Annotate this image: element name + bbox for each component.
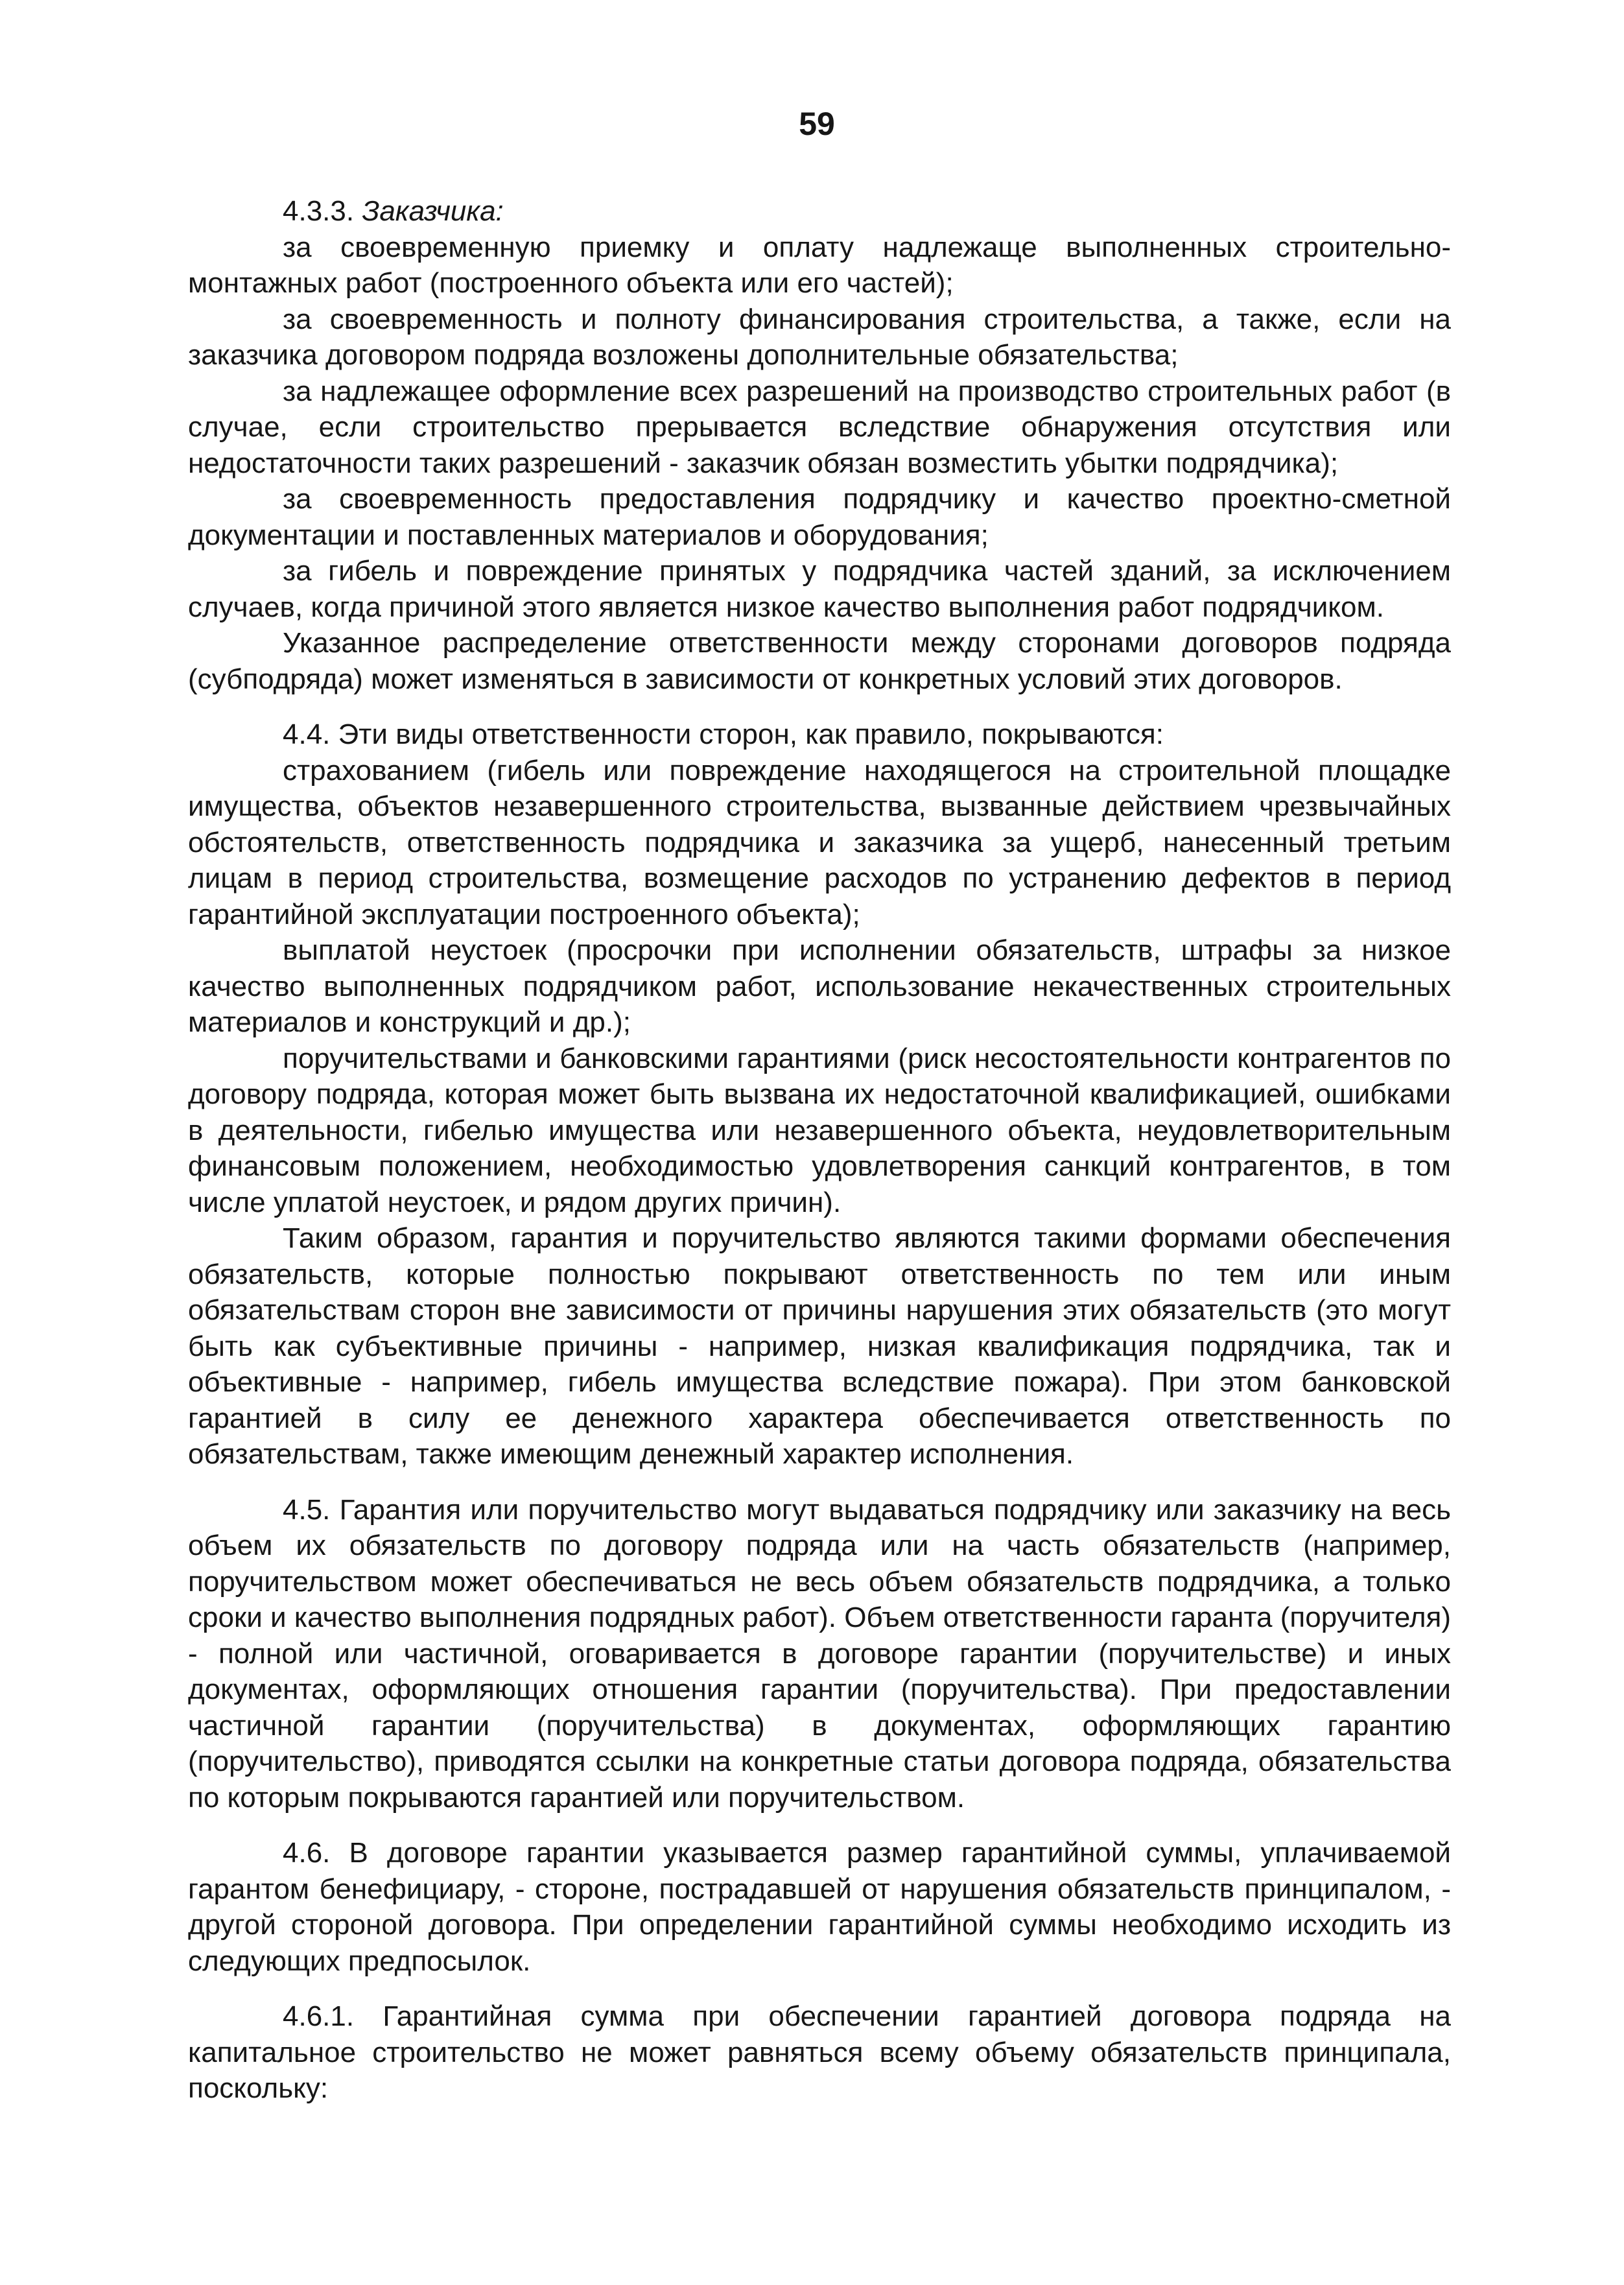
section-title: Заказчика: <box>362 195 504 227</box>
paragraph: страхованием (гибель или повреждение находящегося на строительной площадке имущества, объектов незавершенного строительства, вызванные действием чрезвычайных обстоятельств, ответственность подрядчика и заказчика за ущерб, нанесенный третьим лицам в период строительства, возмещение расходов по устранению дефектов в период гарантийной эксплуатации построенного объекта); <box>188 754 1451 930</box>
paragraph: Указанное распределение ответственности между сторонами договоров подряда (субподряда) может изменяться в зависимости от конкретных условий этих договоров. <box>188 627 1451 695</box>
section-number: 4.3.3. <box>283 195 355 227</box>
page-number: 59 <box>799 106 835 142</box>
paragraph: выплатой неустоек (просрочки при исполнении обязательств, штрафы за низкое качество выполненных подрядчиком работ, использование некачественных строительных материалов и конструкций и др.); <box>188 934 1451 1038</box>
paragraph: 4.4. Эти виды ответственности сторон, как правило, покрываются: <box>283 718 1164 750</box>
paragraph: 4.6. В договоре гарантии указывается размер гарантийной суммы, уплачиваемой гарантом бенефициару, - стороне, пострадавшей от нарушения обязательств принципалом, - другой стороной договора. При определении гарантийной суммы необходимо исходить из следующих предпосылок. <box>188 1837 1451 1977</box>
paragraph: за своевременную приемку и оплату надлежаще выполненных строительно-монтажных работ (построенного объекта или его частей); <box>188 231 1451 299</box>
paragraph: Таким образом, гарантия и поручительство являются такими формами обеспечения обязательств, которые полностью покрывают ответственность по тем или иным обязательствам сторон вне зависимости от причины нарушения этих обязательств (это могут быть как субъективные причины - например, низкая квалификация подрядчика, так и объективные - например, гибель имущества вследствие пожара). При этом банковской гарантией в силу ее денежного характера обеспечивается ответственность по обязательствам, также имеющим денежный характер исполнения. <box>188 1222 1451 1470</box>
paragraph: за надлежащее оформление всех разрешений на производство строительных работ (в случае, если строительство прерывается вследствие обнаружения отсутствия или недостаточности таких разрешений - заказчик обязан возместить убытки подрядчика); <box>188 375 1451 479</box>
paragraph: поручительствами и банковскими гарантиями (риск несостоятельности контрагентов по договору подряда, которая может быть вызвана их недостаточной квалификацией, ошибками в деятельности, гибелью имущества или незавершенного объекта, неудовлетворительным финансовым положением, необходимостью удовлетворения санкций контрагентов, в том числе уплатой неустоек, и рядом других причин). <box>188 1042 1451 1218</box>
paragraph: за своевременность и полноту финансирования строительства, а также, если на заказчика договором подряда возложены дополнительные обязательства; <box>188 303 1451 371</box>
section-heading <box>188 193 1451 230</box>
paragraph: 4.5. Гарантия или поручительство могут выдаваться подрядчику или заказчику на весь объем их обязательств по договору подряда или на часть обязательств (например, поручительством может обеспечиваться не весь объем обязательств подрядчика, а только сроки и качество выполнения подрядных работ). Объем ответственности гаранта (поручителя) - полной или частичной, оговаривается в договоре гарантии (поручительстве) и иных документах, оформляющих отношения гарантии (поручительства). При предоставлении частичной гарантии (поручительства) в документах, оформляющих гарантию (поручительство), приводятся ссылки на конкретные статьи договора подряда, обязательства по которым покрываются гарантией или поручительством. <box>188 1493 1451 1814</box>
document-body <box>188 193 1451 2107</box>
paragraph: за гибель и повреждение принятых у подрядчика частей зданий, за исключением случаев, когда причиной этого является низкое качество выполнения работ подрядчиком. <box>188 555 1451 623</box>
paragraph: за своевременность предоставления подрядчику и качество проектно-сметной документации и поставленных материалов и оборудования; <box>188 483 1451 551</box>
paragraph: 4.6.1. Гарантийная сумма при обеспечении гарантией договора подряда на капитальное строительство не может равняться всему объему обязательств принципала, поскольку: <box>188 2000 1451 2104</box>
